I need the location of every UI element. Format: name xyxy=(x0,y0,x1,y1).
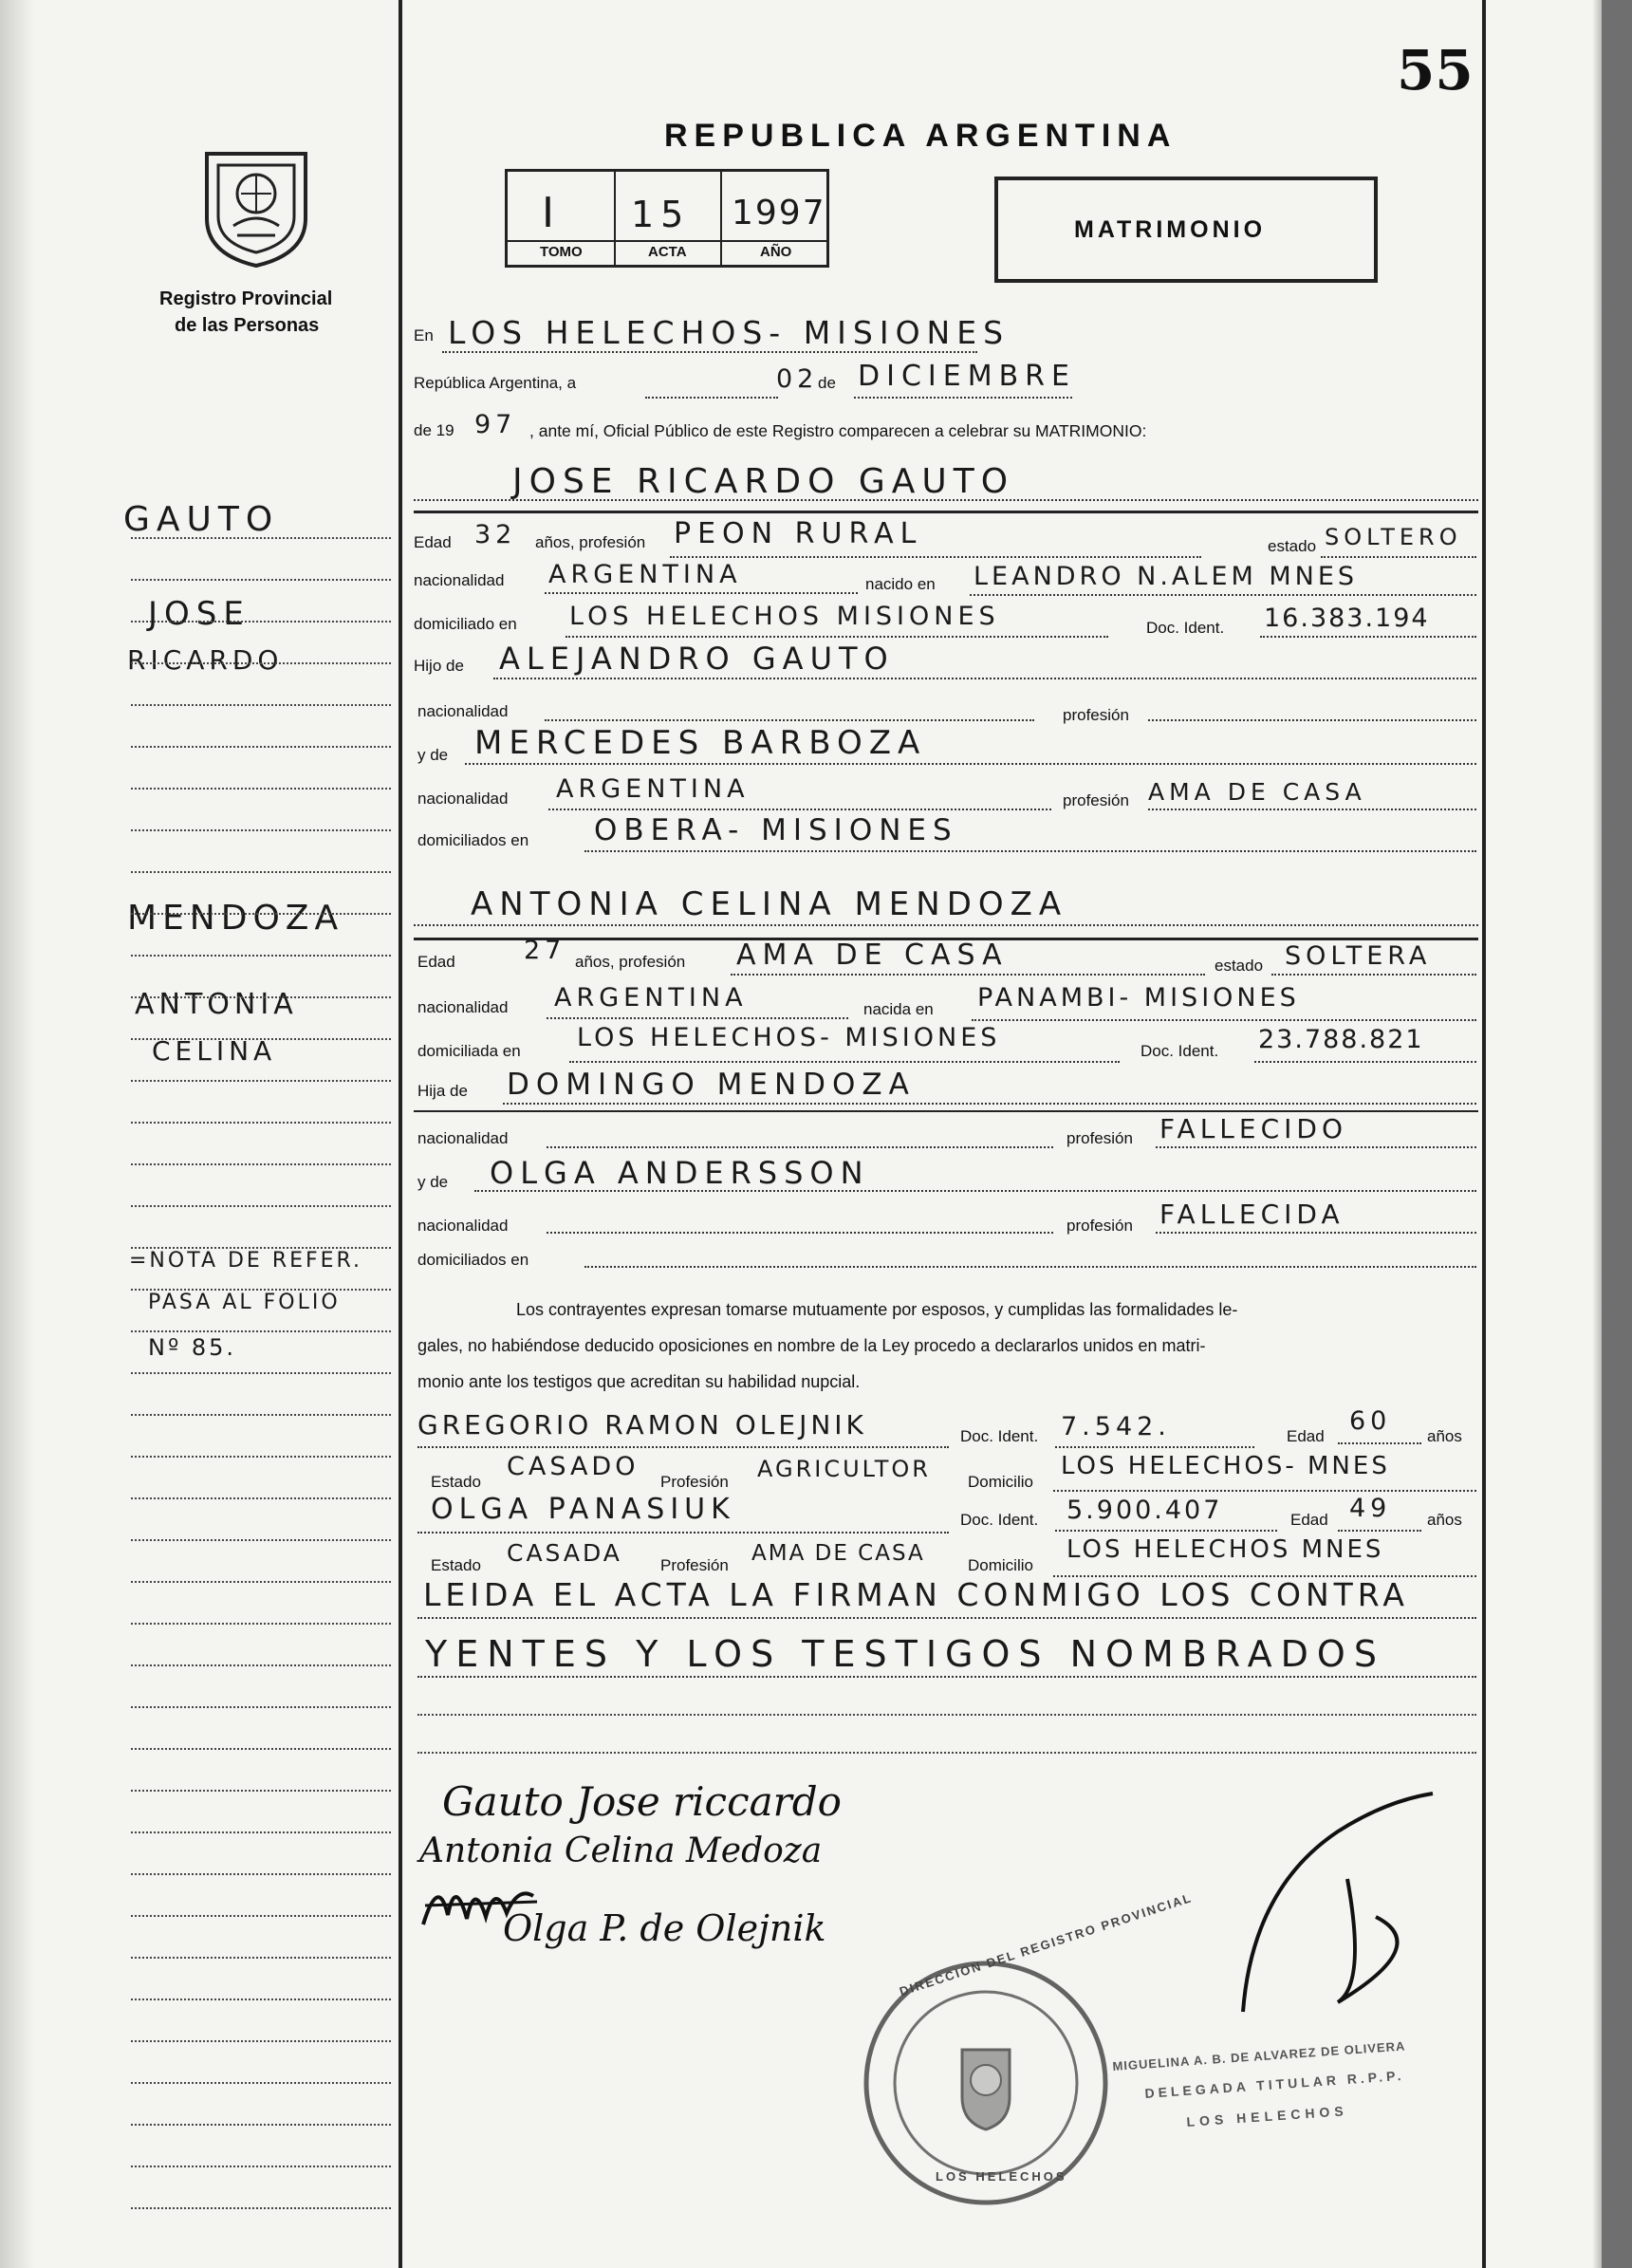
groom-padre-nac-label: nacionalidad xyxy=(417,702,509,720)
witness2-doc: 5.900.407 xyxy=(1066,1496,1223,1525)
margin-ruled-line xyxy=(131,1247,391,1249)
witness2-name: OLGA PANASIUK xyxy=(431,1493,735,1526)
closing-line2: YENTES Y LOS TESTIGOS NOMBRADOS xyxy=(425,1633,1385,1675)
bride-padres-dom-label: domiciliados en xyxy=(417,1251,529,1269)
witness1-domicilio: LOS HELECHOS- MNES xyxy=(1061,1452,1390,1480)
margin-ruled-line xyxy=(131,1873,391,1875)
margin-groom-name1: JOSE xyxy=(148,595,250,633)
groom-estado-dots xyxy=(1321,556,1476,558)
margin-ruled-line xyxy=(131,955,391,957)
margin-ruled-line xyxy=(131,2207,391,2209)
bride-hija-label: Hija de xyxy=(417,1082,468,1100)
bride-profesion-dots xyxy=(731,974,1205,976)
margin-ruled-line xyxy=(131,1790,391,1792)
witness1-name: GREGORIO RAMON OLEJNIK xyxy=(417,1409,867,1441)
margin-ruled-line xyxy=(131,1414,391,1416)
margin-bride-name2: CELINA xyxy=(152,1035,277,1067)
bride-nacida: PANAMBI- MISIONES xyxy=(977,983,1300,1013)
groom-nacido-label: nacido en xyxy=(865,575,936,593)
margin-ruled-line xyxy=(131,1539,391,1541)
acta-label: ACTA xyxy=(648,244,687,260)
margin-ruled-line xyxy=(131,1706,391,1708)
bride-name-dots xyxy=(414,924,1478,926)
official-signature-flourish-icon xyxy=(1224,1775,1471,2021)
witness1-estado-label: Estado xyxy=(431,1473,481,1491)
act-type-label: MATRIMONIO xyxy=(1074,216,1267,243)
margin-note-line2: PASA AL FOLIO xyxy=(148,1291,341,1314)
margin-ruled-line xyxy=(131,2124,391,2126)
witness2-domicilio: LOS HELECHOS MNES xyxy=(1066,1535,1384,1564)
margin-ruled-line xyxy=(131,913,391,915)
groom-profesion-dots xyxy=(670,556,1201,558)
groom-padres-dom-label: domiciliados en xyxy=(417,831,529,849)
registry-name-line1: Registro Provincial xyxy=(159,288,333,309)
bride-madre-prof-label: profesión xyxy=(1066,1217,1133,1235)
groom-doc-label: Doc. Ident. xyxy=(1146,619,1225,637)
groom-nacionalidad-dots xyxy=(545,592,858,594)
margin-ruled-line xyxy=(131,1831,391,1833)
groom-padre-prof-dots xyxy=(1148,719,1476,721)
groom-padre-dots xyxy=(493,678,1476,679)
bride-edad: 27 xyxy=(524,936,566,965)
statement-text: , ante mí, Oficial Público de este Registro comparecen a celebrar su MATRIMONIO: xyxy=(529,421,1147,440)
groom-madre-prof: AMA DE CASA xyxy=(1148,778,1366,806)
bride-padre-dots xyxy=(503,1103,1476,1105)
groom-domicilio: LOS HELECHOS MISIONES xyxy=(569,602,1000,631)
margin-ruled-line xyxy=(131,1122,391,1124)
de-label: de xyxy=(818,374,836,392)
witness1-profesion-label: Profesión xyxy=(660,1473,729,1491)
groom-edad-label: Edad xyxy=(414,533,452,551)
witness1-name-dots xyxy=(417,1446,949,1448)
groom-nacionalidad: ARGENTINA xyxy=(548,560,742,589)
margin-note-line1: =NOTA DE REFER. xyxy=(129,1249,363,1273)
witness1-edad-label: Edad xyxy=(1287,1427,1325,1445)
round-stamp-text-top: DIRECCION DEL REGISTRO PROVINCIAL xyxy=(898,1889,1195,1999)
page-number: 55 xyxy=(1397,38,1474,102)
witness1-doc-label: Doc. Ident. xyxy=(960,1427,1039,1445)
bride-signature: Antonia Celina Medoza xyxy=(419,1831,823,1870)
margin-ruled-line xyxy=(131,1664,391,1666)
groom-anos-prof-label: años, profesión xyxy=(535,533,646,551)
witness2-estado-label: Estado xyxy=(431,1556,481,1574)
groom-padre: ALEJANDRO GAUTO xyxy=(499,641,895,677)
ano-value: 1997 xyxy=(732,194,826,232)
official-stamp-line1: MIGUELINA A. B. DE ALVAREZ DE OLIVERA xyxy=(1112,2038,1406,2073)
bride-madre-nac-dots xyxy=(547,1232,1053,1234)
margin-ruled-line xyxy=(131,579,391,581)
groom-doc: 16.383.194 xyxy=(1264,604,1430,633)
witness2-profesion-label: Profesión xyxy=(660,1556,729,1574)
groom-madre-dots xyxy=(465,763,1476,765)
margin-ruled-line xyxy=(131,2082,391,2084)
bride-madre: OLGA ANDERSSON xyxy=(490,1155,870,1191)
ano-label: AÑO xyxy=(760,244,792,260)
official-stamp-line3: LOS HELECHOS xyxy=(1186,2103,1349,2129)
witness2-profesion: AMA DE CASA xyxy=(751,1541,925,1566)
margin-ruled-line xyxy=(131,1957,391,1959)
groom-signature: Gauto Jose riccardo xyxy=(442,1778,842,1825)
groom-domicilio-label: domiciliado en xyxy=(414,615,517,633)
closing-line1: LEIDA EL ACTA LA FIRMAN CONMIGO LOS CONTRA xyxy=(423,1576,1409,1613)
margin-ruled-line xyxy=(131,829,391,831)
margin-ruled-line xyxy=(131,1372,391,1374)
margin-ruled-line xyxy=(131,662,391,664)
official-stamp-line2: DELEGADA TITULAR R.P.P. xyxy=(1144,2067,1405,2101)
bride-estado-dots xyxy=(1271,974,1476,976)
republica-label: República Argentina, a xyxy=(414,374,577,392)
place-value: LOS HELECHOS- MISIONES xyxy=(448,314,1011,351)
tomo-value: I xyxy=(542,189,561,237)
main-blank-line xyxy=(417,1714,1476,1716)
witness1-profesion: AGRICULTOR xyxy=(757,1456,931,1482)
witness1-anos-label: años xyxy=(1427,1427,1462,1445)
witness1-domicilio-label: Domicilio xyxy=(968,1473,1033,1491)
groom-nacido-dots xyxy=(970,594,1476,596)
closing-line2-dots xyxy=(417,1676,1476,1678)
groom-madre-nac-label: nacionalidad xyxy=(417,790,509,808)
witness2-doc-label: Doc. Ident. xyxy=(960,1511,1039,1529)
tomo-label: TOMO xyxy=(540,244,583,260)
record-box xyxy=(505,169,829,268)
witness2-edad: 49 xyxy=(1349,1494,1392,1523)
year-value: 97 xyxy=(474,410,517,439)
bride-doc-label: Doc. Ident. xyxy=(1141,1042,1219,1060)
book-binding xyxy=(0,0,34,2268)
witness-signature: Olga P. de Olejnik xyxy=(503,1907,826,1949)
record-box-label-rule xyxy=(508,240,826,242)
margin-ruled-line xyxy=(131,788,391,790)
margin-groom-surname: GAUTO xyxy=(123,500,280,539)
margin-ruled-line xyxy=(131,746,391,748)
bride-madre-nac-label: nacionalidad xyxy=(417,1217,509,1235)
groom-doc-dots xyxy=(1260,636,1476,638)
declaration-line1: Los contrayentes expresan tomarse mutuamente por esposos, y cumplidas las formalidades le- xyxy=(516,1300,1238,1319)
bride-padre-nac-label: nacionalidad xyxy=(417,1129,509,1147)
bride-edad-label: Edad xyxy=(417,953,455,971)
witness2-name-dots xyxy=(417,1532,949,1534)
bride-domicilio: LOS HELECHOS- MISIONES xyxy=(577,1023,1001,1052)
witness2-edad-label: Edad xyxy=(1290,1511,1328,1529)
groom-nacionalidad-label: nacionalidad xyxy=(414,571,505,589)
groom-domicilio-dots xyxy=(566,636,1108,638)
bride-doc: 23.788.821 xyxy=(1258,1025,1424,1054)
groom-padre-nac-dots xyxy=(545,719,1034,721)
groom-yde-label: y de xyxy=(417,746,449,764)
groom-estado-label: estado xyxy=(1268,537,1317,555)
margin-ruled-line xyxy=(131,2166,391,2167)
margin-ruled-line xyxy=(131,1998,391,2000)
groom-madre-prof-dots xyxy=(1148,809,1476,810)
groom-madre-nac: ARGENTINA xyxy=(556,774,750,804)
round-stamp-text-bottom: LOS HELECHOS xyxy=(936,2169,1067,2184)
groom-madre-nac-dots xyxy=(548,809,1051,810)
margin-ruled-line xyxy=(131,1205,391,1207)
margin-ruled-line xyxy=(131,996,391,998)
bride-estado-label: estado xyxy=(1215,957,1264,975)
margin-ruled-line xyxy=(131,1623,391,1625)
acta-value: 15 xyxy=(631,194,691,235)
record-box-divider-2 xyxy=(720,172,722,267)
bride-nacida-dots xyxy=(972,1019,1476,1021)
groom-padre-prof-label: profesión xyxy=(1063,706,1129,724)
witness1-doc: 7.542. xyxy=(1061,1412,1171,1441)
bride-madre-dots xyxy=(474,1190,1476,1192)
margin-ruled-line xyxy=(131,2040,391,2042)
margin-ruled-line xyxy=(131,1163,391,1165)
groom-padres-dom-dots xyxy=(584,850,1476,852)
bride-nacionalidad-label: nacionalidad xyxy=(417,998,509,1016)
bride-profesion: AMA DE CASA xyxy=(736,939,1009,972)
provincial-seal-icon xyxy=(199,144,313,270)
main-blank-line xyxy=(417,1752,1476,1754)
margin-ruled-line xyxy=(131,1080,391,1082)
country-title: REPUBLICA ARGENTINA xyxy=(664,118,1178,154)
bride-padre-rule xyxy=(414,1110,1478,1112)
witness1-domicilio-dots xyxy=(1053,1490,1476,1492)
groom-edad: 32 xyxy=(474,520,517,549)
margin-ruled-line xyxy=(131,1456,391,1458)
margin-note-line3: Nº 85. xyxy=(148,1334,237,1361)
en-label: En xyxy=(414,326,434,344)
margin-bride-surname: MENDOZA xyxy=(127,899,344,938)
witness1-edad: 60 xyxy=(1349,1406,1392,1436)
witness1-estado: CASADO xyxy=(507,1452,640,1481)
margin-ruled-line xyxy=(131,704,391,706)
witness2-doc-dots xyxy=(1055,1530,1277,1532)
closing-line1-dots xyxy=(417,1617,1476,1619)
declaration-line3: monio ante los testigos que acreditan su habilidad nupcial. xyxy=(417,1372,861,1391)
bride-madre-prof: FALLECIDA xyxy=(1159,1199,1345,1230)
margin-ruled-line xyxy=(131,1581,391,1583)
bride-padre-nac-dots xyxy=(547,1146,1053,1148)
witness1-edad-dots xyxy=(1338,1442,1421,1444)
bride-doc-dots xyxy=(1254,1061,1476,1063)
place-dots xyxy=(442,351,977,353)
declaration-line2: gales, no habiéndose deducido oposiciones en nombre de la Ley procedo a declararlos unidos en matri- xyxy=(417,1336,1206,1355)
margin-ruled-line xyxy=(131,1497,391,1499)
bride-domicilio-dots xyxy=(569,1061,1120,1063)
margin-ruled-line xyxy=(131,537,391,539)
groom-profesion: PEON RURAL xyxy=(674,517,923,550)
witness2-domicilio-label: Domicilio xyxy=(968,1556,1033,1574)
year-prefix: de 19 xyxy=(414,421,454,439)
margin-ruled-line xyxy=(131,1748,391,1750)
page-edge xyxy=(1592,0,1602,2268)
registry-name-line2: de las Personas xyxy=(175,315,320,336)
record-box-divider-1 xyxy=(614,172,616,267)
bride-padre-prof-label: profesión xyxy=(1066,1129,1133,1147)
bride-padre-prof: FALLECIDO xyxy=(1159,1113,1347,1144)
bride-nacionalidad-dots xyxy=(547,1017,848,1019)
bride-nacida-label: nacida en xyxy=(863,1000,934,1018)
margin-ruled-line xyxy=(131,1330,391,1332)
margin-ruled-line xyxy=(131,621,391,623)
margin-ruled-line xyxy=(131,1289,391,1291)
day-dots xyxy=(645,397,778,399)
act-type-box xyxy=(994,177,1378,283)
groom-hijo-label: Hijo de xyxy=(414,657,464,675)
groom-madre: MERCEDES BARBOZA xyxy=(474,724,927,762)
left-column-border xyxy=(399,0,402,2268)
bride-yde-label: y de xyxy=(417,1173,449,1191)
groom-full-name: JOSE RICARDO GAUTO xyxy=(512,462,1015,501)
margin-ruled-line xyxy=(131,871,391,873)
bride-anos-prof-label: años, profesión xyxy=(575,953,686,971)
month-dots xyxy=(854,397,1072,399)
bride-madre-prof-dots xyxy=(1156,1232,1476,1234)
witness2-edad-dots xyxy=(1338,1530,1421,1532)
bride-domicilio-label: domiciliada en xyxy=(417,1042,521,1060)
month-value: DICIEMBRE xyxy=(858,360,1076,393)
witness2-estado: CASADA xyxy=(507,1539,622,1567)
margin-groom-name2: RICARDO xyxy=(127,644,284,676)
bride-estado: SOLTERA xyxy=(1285,941,1432,971)
day-value: 02 xyxy=(776,364,819,394)
bride-padres-dom-dots xyxy=(584,1266,1476,1268)
witness1-doc-dots xyxy=(1055,1446,1254,1448)
groom-padres-dom: OBERA- MISIONES xyxy=(594,813,958,847)
witness2-anos-label: años xyxy=(1427,1511,1462,1529)
groom-nacido: LEANDRO N.ALEM MNES xyxy=(974,562,1359,591)
groom-estado: SOLTERO xyxy=(1325,524,1462,550)
bride-padre: DOMINGO MENDOZA xyxy=(507,1068,916,1102)
right-column-border xyxy=(1482,0,1486,2268)
bride-full-name: ANTONIA CELINA MENDOZA xyxy=(471,885,1068,923)
groom-madre-prof-label: profesión xyxy=(1063,791,1129,809)
groom-name-dots xyxy=(414,499,1478,501)
margin-ruled-line xyxy=(131,1038,391,1040)
bride-nacionalidad: ARGENTINA xyxy=(554,983,748,1013)
margin-ruled-line xyxy=(131,1915,391,1917)
groom-name-rule xyxy=(414,511,1478,513)
margin-bride-name1: ANTONIA xyxy=(135,988,298,1021)
bride-padre-prof-dots xyxy=(1156,1146,1476,1148)
